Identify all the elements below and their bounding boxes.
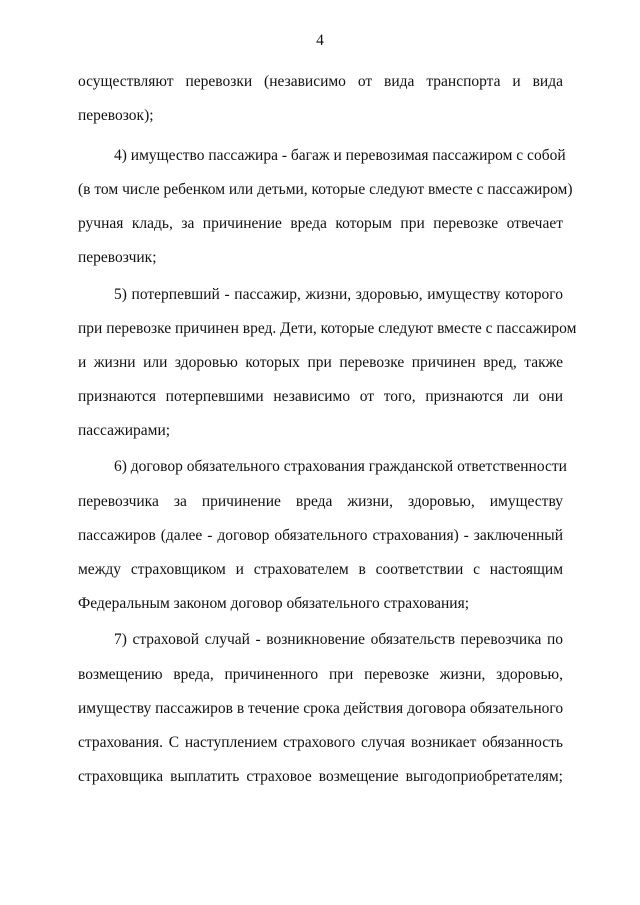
text-line: осуществляют перевозки (независимо от вида транспорта и вида (78, 73, 563, 90)
paragraph-5-start: 5) потерпевший - пассажир, жизни, здоровью, имуществу которого (114, 286, 563, 303)
text-line: возмещению вреда, причиненного при перевозке жизни, здоровью, (78, 666, 563, 683)
text-line: при перевозке причинен вред. Дети, которые следуют вместе с пассажиром (78, 320, 577, 337)
page-number: 4 (316, 32, 324, 49)
paragraph-7-start: 7) страховой случай - возникновение обязательств перевозчика по (114, 631, 563, 648)
text-line: и жизни или здоровью которых при перевозке причинен вред, также (78, 354, 563, 371)
text-line: пассажирами; (78, 422, 171, 439)
paragraph-6-start: 6) договор обязательного страхования гражданской ответственности (114, 458, 567, 475)
text-line: (в том числе ребенком или детьми, которые следуют вместе с пассажиром) (78, 181, 573, 198)
text-line: страхования. С наступлением страхового случая возникает обязанность (78, 734, 563, 751)
text-line: перевозок); (78, 107, 154, 124)
text-line: пассажиров (далее - договор обязательного страхования) - заключенный (78, 527, 563, 544)
text-line: между страховщиком и страхователем в соответствии с настоящим (78, 561, 563, 578)
text-line: страховщика выплатить страховое возмещение выгодоприобретателям; (78, 768, 563, 785)
text-line: Федеральным законом договор обязательного страхования; (78, 595, 470, 612)
text-line: перевозчик; (78, 249, 157, 266)
paragraph-4-start: 4) имущество пассажира - багаж и перевозимая пассажиром с собой (114, 147, 566, 164)
text-line: имуществу пассажиров в течение срока действия договора обязательного (78, 700, 564, 717)
text-line: ручная кладь, за причинение вреда которым при перевозке отвечает (78, 215, 563, 232)
text-line: перевозчика за причинение вреда жизни, здоровью, имуществу (78, 493, 563, 510)
text-line: признаются потерпевшими независимо от того, признаются ли они (78, 388, 563, 405)
